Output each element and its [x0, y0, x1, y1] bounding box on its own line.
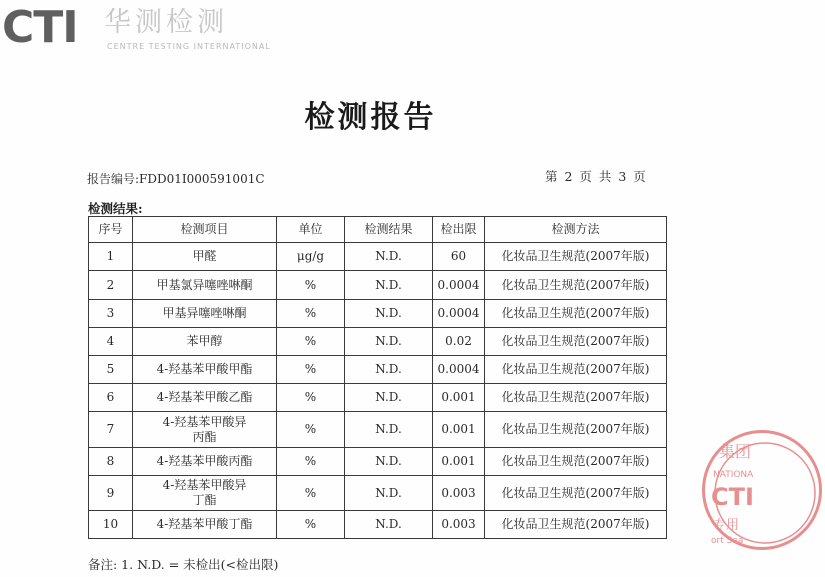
cell-method: 化妆品卫生规范(2007年版)	[485, 328, 667, 356]
cell-result: N.D.	[345, 271, 433, 300]
cell-no: 8	[89, 448, 133, 476]
cell-result: N.D.	[345, 448, 433, 476]
header-method: 检测方法	[485, 217, 667, 243]
header-result: 检测结果	[345, 217, 433, 243]
cell-unit: %	[277, 412, 345, 448]
cell-item	[133, 476, 277, 511]
cell-method: 化妆品卫生规范(2007年版)	[485, 271, 667, 300]
cell-result: N.D.	[345, 412, 433, 448]
cell-no: 1	[89, 243, 133, 271]
cell-method: 化妆品卫生规范(2007年版)	[485, 356, 667, 384]
cell-no: 7	[89, 412, 133, 448]
cell-result: N.D.	[345, 328, 433, 356]
cell-item: 4-羟基苯甲酸甲酯	[133, 356, 277, 384]
header-limit: 检出限	[433, 217, 485, 243]
header-unit: 单位	[277, 217, 345, 243]
cell-no: 5	[89, 356, 133, 384]
cell-limit: 0.0004	[433, 300, 485, 328]
table-row	[89, 448, 667, 476]
cell-unit: %	[277, 384, 345, 412]
cell-item-line2: 丙酯	[192, 429, 217, 444]
cell-limit: 60	[433, 243, 485, 271]
table-row	[89, 384, 667, 412]
cell-item: 甲基氯异噻唑啉酮	[133, 271, 277, 300]
cell-no: 3	[89, 300, 133, 328]
cell-no: 9	[89, 476, 133, 511]
cell-no: 6	[89, 384, 133, 412]
cell-item	[133, 412, 277, 448]
cell-item: 甲基异噻唑啉酮	[133, 300, 277, 328]
cell-method: 化妆品卫生规范(2007年版)	[485, 476, 667, 511]
results-table	[88, 216, 667, 539]
cell-no: 2	[89, 271, 133, 300]
table-row	[89, 412, 667, 448]
cell-no: 10	[89, 511, 133, 539]
cell-item: 甲醛	[133, 243, 277, 271]
cell-unit: %	[277, 511, 345, 539]
table-row	[89, 300, 667, 328]
cell-item-line2: 丁酯	[192, 493, 217, 507]
seal-text-top: 集团	[719, 442, 752, 461]
cell-limit: 0.001	[433, 448, 485, 476]
cell-result: N.D.	[345, 356, 433, 384]
seal-graphic	[705, 433, 825, 553]
cell-result: N.D.	[345, 476, 433, 511]
cell-unit: %	[277, 271, 345, 300]
results-label: 检测结果:	[88, 201, 143, 216]
cell-item-line1: 4-羟基苯甲酸异	[162, 478, 247, 492]
cell-unit: %	[277, 328, 345, 356]
cell-limit: 0.02	[433, 328, 485, 356]
header-no: 序号	[89, 217, 133, 243]
cell-limit: 0.001	[433, 384, 485, 412]
cell-result: N.D.	[345, 384, 433, 412]
table-row	[89, 243, 667, 271]
cell-item: 4-羟基苯甲酸丁酯	[133, 511, 277, 539]
cell-result: N.D.	[345, 300, 433, 328]
cell-item-line1: 4-羟基苯甲酸异	[162, 414, 247, 429]
seal-text-en: NATIONA	[713, 470, 754, 480]
seal-text-en-bottom: ort Sea	[711, 536, 744, 546]
report-number: 报告编号:FDD01I000591001C	[87, 172, 265, 186]
seal-text-bottom: 专用	[713, 518, 740, 533]
footnote: 备注: 1. N.D. = 未检出(<检出限)	[88, 557, 279, 572]
table-row	[89, 511, 667, 539]
cell-method: 化妆品卫生规范(2007年版)	[485, 300, 667, 328]
cell-item: 4-羟基苯甲酸乙酯	[133, 384, 277, 412]
cell-unit: μg/g	[277, 243, 345, 271]
company-seal	[702, 430, 822, 550]
table-row	[89, 476, 667, 511]
logo-cn-name: 华测检测	[104, 7, 228, 38]
cell-item: 4-羟基苯甲酸丙酯	[133, 448, 277, 476]
cell-method: 化妆品卫生规范(2007年版)	[485, 511, 667, 539]
cell-limit: 0.003	[433, 511, 485, 539]
cell-result: N.D.	[345, 243, 433, 271]
cell-method: 化妆品卫生规范(2007年版)	[485, 243, 667, 271]
cell-method: 化妆品卫生规范(2007年版)	[485, 412, 667, 448]
cell-limit: 0.003	[433, 476, 485, 511]
cell-unit: %	[277, 356, 345, 384]
cell-no: 4	[89, 328, 133, 356]
page-info: 第 2 页 共 3 页	[545, 169, 646, 184]
logo-en-name: CENTRE TESTING INTERNATIONAL	[107, 42, 271, 51]
seal-text-brand: CTI	[711, 483, 754, 511]
cell-item: 苯甲醇	[133, 328, 277, 356]
report-title: 检测报告	[304, 100, 437, 135]
table-header-row	[89, 217, 667, 243]
cell-method: 化妆品卫生规范(2007年版)	[485, 448, 667, 476]
cell-result: N.D.	[345, 511, 433, 539]
table-row	[89, 271, 667, 300]
cell-unit: %	[277, 448, 345, 476]
cell-limit: 0.001	[433, 412, 485, 448]
cell-unit: %	[277, 476, 345, 511]
cell-limit: 0.0004	[433, 356, 485, 384]
cell-method: 化妆品卫生规范(2007年版)	[485, 384, 667, 412]
header-item: 检测项目	[133, 217, 277, 243]
table-row	[89, 356, 667, 384]
cell-unit: %	[277, 300, 345, 328]
cell-limit: 0.0004	[433, 271, 485, 300]
table-row	[89, 328, 667, 356]
logo-brand: CTI	[2, 2, 78, 53]
